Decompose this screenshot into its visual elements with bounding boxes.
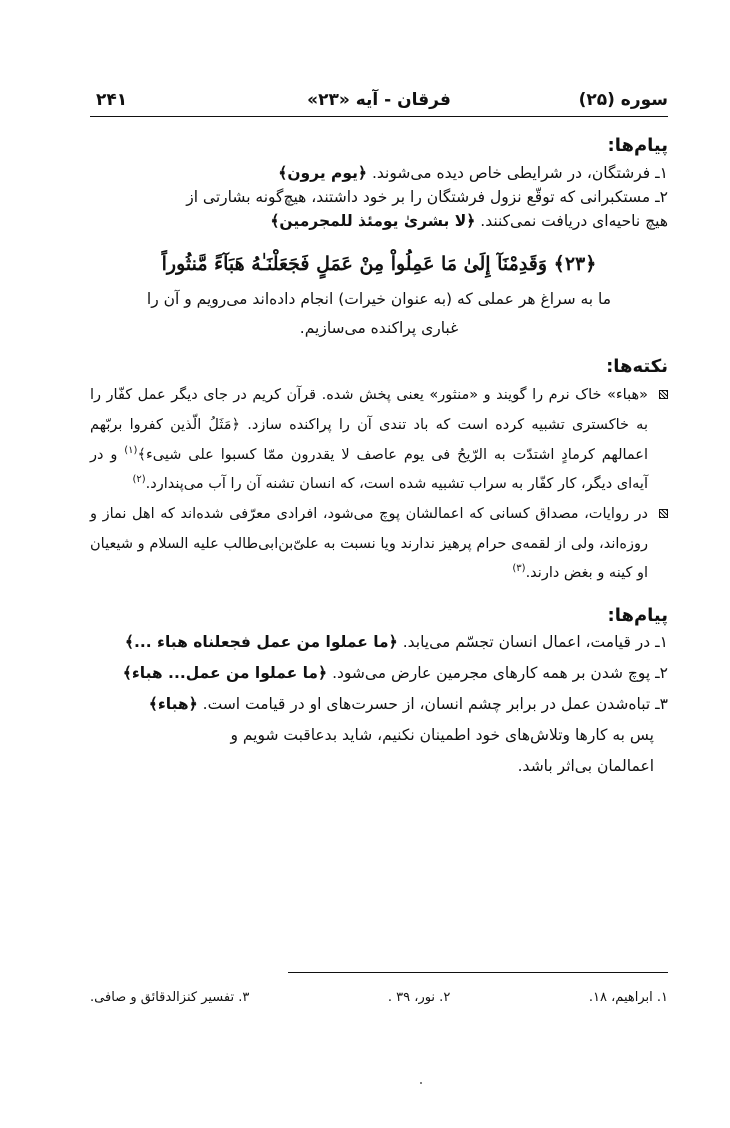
message-text: ۱ـ در قیامت، اعمال انسان تجسّم می‌یابد. [402, 632, 668, 651]
header-title: فرقان - آیه «۲۳» [307, 90, 451, 110]
message-item [90, 161, 668, 185]
messages-heading-1: پیام‌ها: [607, 135, 668, 156]
message-continuation: پس به کارها وتلاش‌های خود اطمینان نکنیم، شاید بدعاقبت شویم و [230, 725, 654, 744]
messages-section-1 [90, 135, 668, 233]
message-quote: ﴿ما عملوا من عمل... هباء﴾ [122, 663, 328, 682]
footnote-ref: (۲) [132, 474, 146, 486]
message-text: هیچ ناحیه‌ای دریافت نمی‌کنند. [480, 211, 668, 230]
message-item [90, 209, 668, 233]
ayah-text: ﴿۲۳﴾ وَقَدِمْنَآ إِلَىٰ مَا عَمِلُواْ مِنْ عَمَلٍ فَجَعَلْنَـٰهُ هَبَآءً مَّنثُوراً [161, 252, 597, 275]
footnotes [90, 990, 668, 1005]
footnote-1: ۱. ابراهیم، ۱۸. [588, 990, 668, 1005]
message-text: ۲ـ پوچ شدن بر همه کارهای مجرمین عارض می‌شود. [332, 663, 668, 682]
note-item [90, 381, 668, 500]
footnote-ref: (۳) [512, 563, 526, 575]
surah-label: سوره (۲۵) [578, 90, 668, 110]
ayah-translation: ما به سراغ هر عملی که (به عنوان خیرات) انجام داده‌اند می‌رویم و آن را [146, 289, 612, 308]
message-quote: ﴿یوم یرون﴾ [278, 163, 368, 182]
notes-section [90, 356, 668, 590]
running-header [90, 86, 668, 117]
message-continuation: اعمالمان بی‌اثر باشد. [517, 756, 654, 775]
note-text: در روایات، مصداق کسانی که اعمالشان پوچ می‌شود، افرادی معرّفی شده‌اند که اهل نماز و روزه‌اند، ولی از لقمه‌ی حرام پرهیز ندارند ویا نسبت به علیّ‌بن‌ابی‌طالب علیه السلام و شیعیان او کینه و بغض دارند. [90, 505, 648, 582]
message-text: ۳ـ تباه‌شدن عمل در برابر چشم انسان، از حسرت‌های او در قیامت است. [202, 694, 668, 713]
message-quote: ﴿هباء﴾ [148, 694, 198, 713]
message-quote: ﴿ما عملوا من عمل فجعلناه هباء ...﴾ [124, 632, 398, 651]
footnote-divider [288, 972, 668, 973]
messages-section-2 [90, 605, 668, 782]
footnote-3: ۳. تفسیر کنزالدقائق و صافی. [90, 990, 250, 1005]
message-text: ۱ـ فرشتگان، در شرایطی خاص دیده می‌شوند. [371, 163, 668, 182]
footnote-ref: (۱) [124, 444, 138, 456]
page-number: ۲۴۱ [96, 90, 128, 110]
message-item [90, 658, 668, 689]
note-text: و در آیه‌ای دیگر، کار کفّار به سراب تشبیه شده است، که انسان تشنه آن را آب می‌پندارد. [90, 446, 648, 493]
ayah-translation: غباری پراکنده می‌سازیم. [299, 319, 459, 338]
footnote-2: ۲. نور، ۳۹ . [387, 990, 451, 1005]
page [90, 86, 668, 1128]
notes-heading: نکته‌ها: [606, 355, 668, 377]
bullet-icon [659, 509, 668, 518]
message-item [90, 689, 668, 720]
message-text: ۲ـ مستکبرانی که توقّع نزول فرشتگان را بر خود داشتند، هیچ‌گونه بشارتی از [186, 187, 668, 206]
messages-heading-2: پیام‌ها: [607, 605, 668, 627]
ayah-block [90, 253, 668, 344]
note-item [90, 500, 668, 589]
bullet-icon [659, 390, 668, 399]
message-quote: ﴿لا بشریٰ یومئذ للمجرمین﴾ [270, 211, 476, 230]
message-item [90, 627, 668, 658]
scan-speck [420, 1082, 422, 1084]
message-item [90, 185, 668, 209]
note-text: «هباء» خاک نرم را گویند و «منثور» یعنی پخش شده. قرآن کریم در جای دیگر عمل کفّار را به خاکستری تشبیه کرده است که باد تندی آن را پراکنده سازد. ﴿مَثَلُ الّذین کفروا بربّهم اعمالهم کرمادٍ اشتدّت به الرّیحُ فی یوم عاصف لا یقدرون ممّا کسبوا علی شییء﴾ [90, 387, 648, 463]
